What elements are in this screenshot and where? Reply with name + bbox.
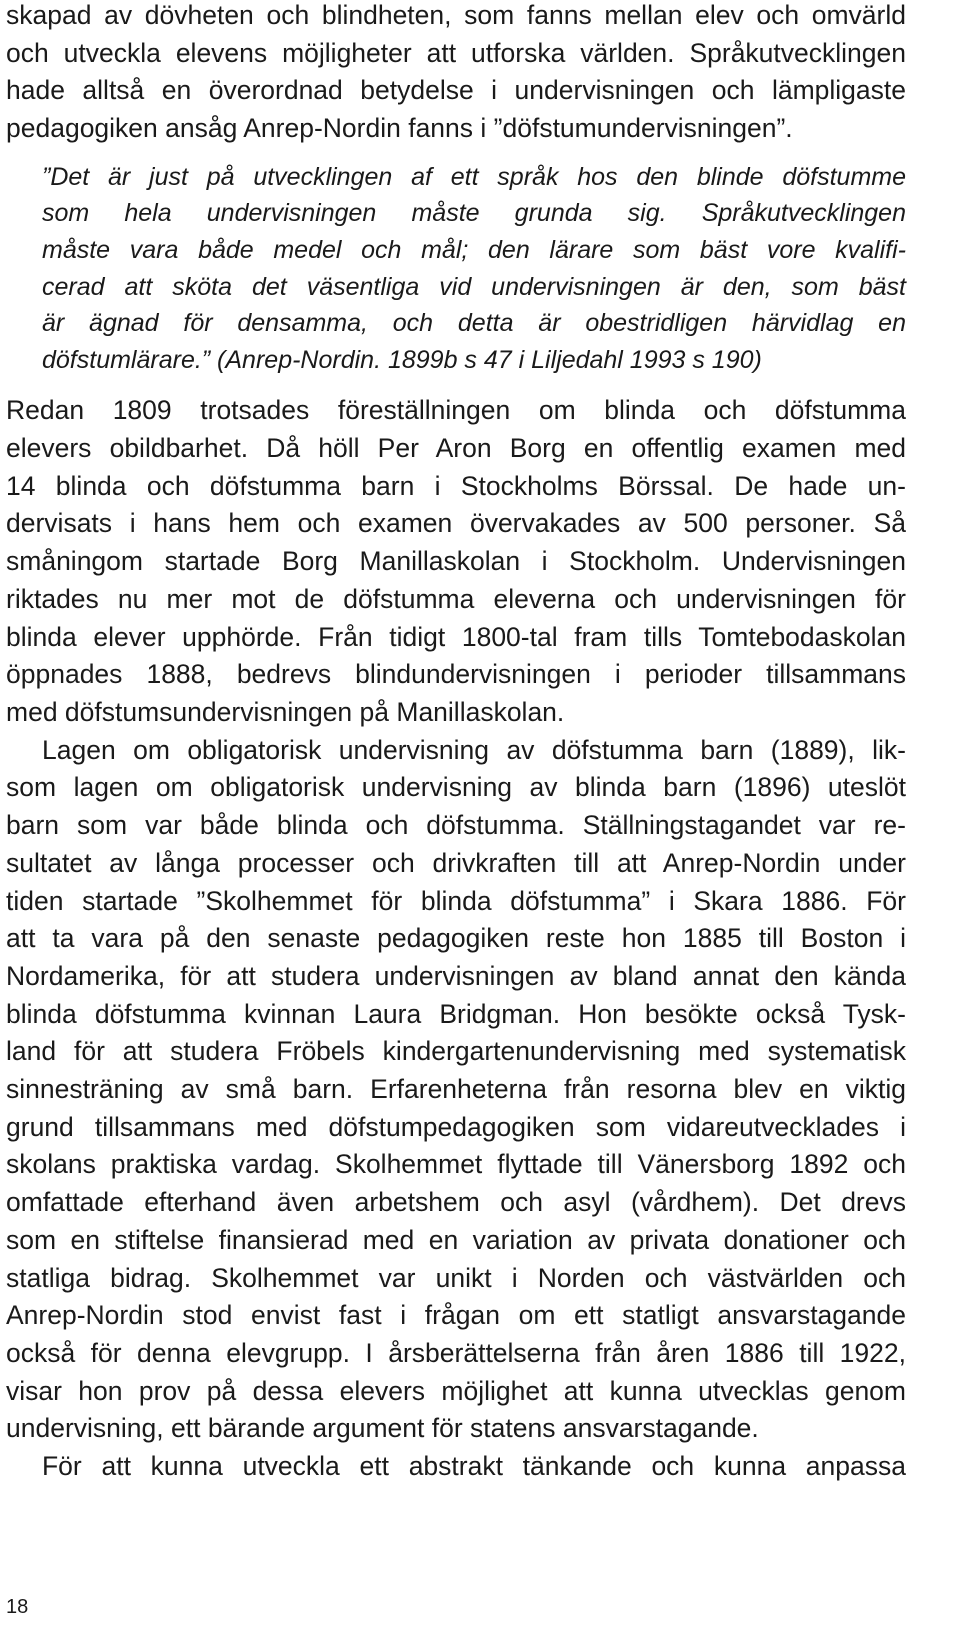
text-line: hade alltså en överordnad betydelse i undervisningen och lämpligaste [6, 75, 906, 106]
quote-line: cerad att sköta det väsentliga vid undervisningen är den, som bäst [42, 272, 906, 301]
text-line: också för denna elevgrupp. I årsberättelserna från åren 1886 till 1922, [6, 1337, 906, 1368]
quote-line: måste vara både medel och mål; den lärare som bäst vore kvalifi- [42, 236, 906, 264]
paragraph-top [6, 0, 906, 148]
paragraph-last [6, 1448, 906, 1486]
text-line: dervisats i hans hem och examen övervakades av 500 personer. Så [6, 508, 906, 539]
quote-line: som hela undervisningen måste grunda sig. Språkutvecklingen [42, 199, 906, 228]
text-line: pedagogiken ansåg Anrep-Nordin fanns i ”döfstumundervisningen”. [6, 113, 793, 144]
text-line: blinda elever upphörde. Från tidigt 1800-tal fram tills Tomtebodaskolan [6, 621, 906, 652]
text-line: land för att studera Fröbels kindergartenundervisning med systematisk [6, 1036, 906, 1067]
text-line: som lagen om obligatorisk undervisning av blinda barn (1896) uteslöt [6, 772, 906, 803]
text-line: barn som var både blinda och döfstumma. Ställningstagandet var re- [6, 810, 906, 841]
text-line: 14 blinda och döfstumma barn i Stockholms Börssal. De hade un- [6, 470, 906, 501]
text-line: som en stiftelse finansierad med en variation av privata donationer och [6, 1224, 906, 1255]
text-line: med döfstumsundervisningen på Manillaskolan. [6, 697, 565, 727]
page-number: 18 [6, 1596, 29, 1618]
text-line: statliga bidrag. Skolhemmet var unikt i Norden och västvärlden och [6, 1262, 906, 1293]
text-line: tiden startade ”Skolhemmet för blinda döfstumma” i Skara 1886. För [6, 885, 906, 916]
text-line: Nordamerika, för att studera undervisningen av bland annat den kända [6, 960, 906, 991]
text-line: Redan 1809 trotsades föreställningen om blinda och döfstumma [6, 395, 906, 426]
text-line: sinnesträning av små barn. Erfarenheterna från resorna blev en viktig [6, 1074, 906, 1105]
text-line: visar hon prov på dessa elevers möjlighet att kunna utvecklas genom [6, 1375, 906, 1406]
text-line: riktades nu mer mot de döfstumma eleverna och undervisningen för [6, 583, 906, 614]
text-line: Lagen om obligatorisk undervisning av döfstumma barn (1889), lik- [42, 734, 906, 765]
text-line: skolans praktiska vardag. Skolhemmet flyttade till Vänersborg 1892 och [6, 1149, 906, 1180]
document-page [6, 0, 906, 1486]
block-quote [42, 159, 906, 379]
text-line: skapad av dövheten och blindheten, som fanns mellan elev och omvärld [6, 0, 906, 30]
text-line: öppnades 1888, bedrevs blindundervisningen i perioder tillsammans [6, 659, 906, 690]
text-line: blinda döfstumma kvinnan Laura Bridgman. Hon besökte också Tysk- [6, 998, 906, 1029]
text-line: och utveckla elevens möjligheter att utforska världen. Språkutvecklingen [6, 37, 906, 68]
quote-line: är ägnad för densamma, och detta är obestridligen härvidlag en [42, 309, 906, 338]
text-line: sultatet av långa processer och drivkraften till att Anrep-Nordin under [6, 847, 906, 878]
text-line: att ta vara på den senaste pedagogiken reste hon 1885 till Boston i [6, 923, 906, 954]
text-line: småningom startade Borg Manillaskolan i Stockholm. Undervisningen [6, 546, 906, 577]
quote-line: döfstumlärare.” (Anrep-Nordin. 1899b s 47 i Liljedahl 1993 s 190) [42, 345, 762, 374]
paragraph-1809 [6, 392, 906, 731]
text-line: För att kunna utveckla ett abstrakt tänkande och kunna anpassa [42, 1451, 906, 1482]
text-line: undervisning, ett bärande argument för statens ansvarstagande. [6, 1413, 759, 1444]
text-line: omfattade efterhand även arbetshem och asyl (vårdhem). Det drevs [6, 1187, 906, 1218]
quote-line: ”Det är just på utvecklingen af ett språk hos den blinde döfstumme [42, 162, 906, 191]
paragraph-lagen [6, 732, 906, 1448]
text-line: Anrep-Nordin stod envist fast i frågan om ett statligt ansvarstagande [6, 1300, 906, 1331]
text-line: elevers obildbarhet. Då höll Per Aron Borg en offentlig examen med [6, 433, 906, 464]
text-line: grund tillsammans med döfstumpedagogiken som vidareutvecklades i [6, 1111, 906, 1142]
